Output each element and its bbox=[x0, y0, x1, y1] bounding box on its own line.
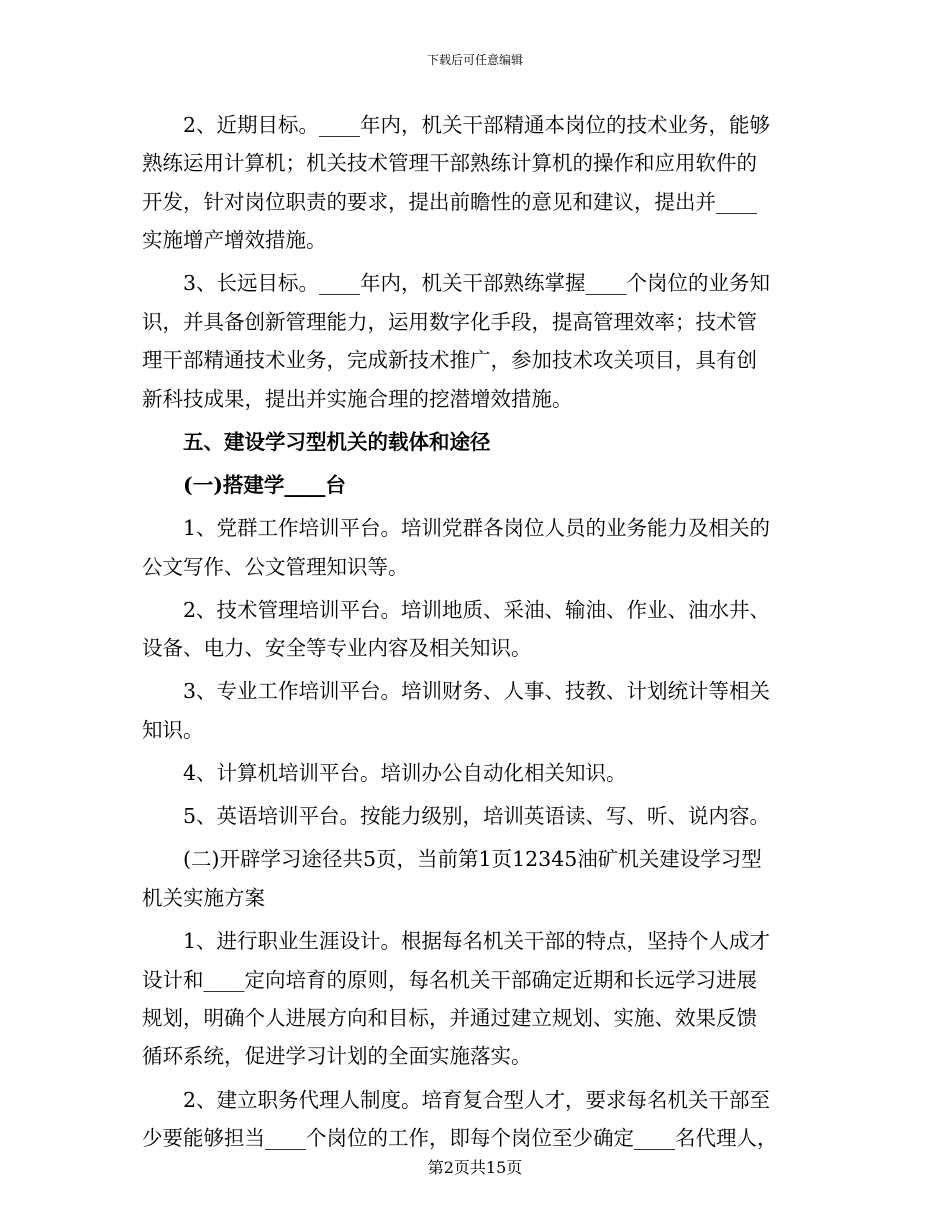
paragraph-computer-training bbox=[142, 754, 814, 792]
text-line: 1、党群工作培训平台。培训党群各岗位人员的业务能力及相关的 bbox=[183, 516, 771, 541]
paragraph-deputy-system bbox=[142, 1081, 814, 1158]
text-line: 2、近期目标。____年内，机关干部精通本岗位的技术业务，能够 bbox=[183, 113, 771, 137]
paragraph-near-term-goal bbox=[142, 106, 814, 260]
text-line: 循环系统，促进学习计划的全面实施落实。 bbox=[142, 1044, 532, 1069]
text-line: 设备、电力、安全等专业内容及相关知识。 bbox=[142, 636, 532, 661]
text-line: 1、进行职业生涯设计。根据每名机关干部的特点，坚持个人成才 bbox=[183, 929, 771, 954]
page-header: 下载后可任意编辑 bbox=[426, 53, 523, 67]
paragraph-long-term-goal bbox=[142, 264, 814, 418]
text-line: 新科技成果，提出并实施合理的挖潜增效措施。 bbox=[142, 386, 573, 411]
text-line: 4、计算机培训平台。培训办公自动化相关知识。 bbox=[183, 761, 627, 786]
text-line: (二)开辟学习途径共5页，当前第1页12345油矿机关建设学习型 bbox=[183, 847, 762, 872]
subsection-title: (一)搭建学____台 bbox=[183, 473, 346, 498]
text-line: 开发，针对岗位职责的要求，提出前瞻性的意见和建议，提出并____ bbox=[142, 189, 757, 214]
text-line: 机关实施方案 bbox=[142, 885, 265, 910]
text-line: 识，并具备创新管理能力，运用数字化手段，提高管理效率；技术管 bbox=[142, 309, 757, 334]
section-title: 五、建设学习型机关的载体和途径 bbox=[183, 429, 491, 454]
paragraph-professional-training bbox=[142, 672, 814, 749]
text-line: 3、专业工作培训平台。培训财务、人事、技教、计划统计等相关 bbox=[183, 679, 771, 704]
text-line: 知识。 bbox=[142, 717, 204, 742]
text-line: 2、技术管理培训平台。培训地质、采油、输油、作业、油水井、 bbox=[183, 597, 771, 622]
text-line: 实施增产增效措施。 bbox=[142, 228, 327, 253]
page-footer: 第2页共15页 bbox=[427, 1158, 523, 1177]
text-line: 理干部精通技术业务，完成新技术推广，参加技术攻关项目，具有创 bbox=[142, 348, 757, 373]
text-line: 规划，明确个人进展方向和目标，并通过建立规划、实施、效果反馈 bbox=[142, 1005, 757, 1030]
text-line: 少要能够担当____个岗位的工作，即每个岗位至少确定____名代理人， bbox=[142, 1125, 778, 1150]
paragraph-english-training bbox=[142, 797, 814, 835]
text-line: 公文写作、公文管理知识等。 bbox=[142, 554, 409, 579]
paragraph-tech-training bbox=[142, 591, 814, 668]
text-line: 2、建立职务代理人制度。培育复合型人才，要求每名机关干部至 bbox=[183, 1087, 771, 1112]
text-line: 熟练运用计算机；机关技术管理干部熟练计算机的操作和应用软件的 bbox=[142, 151, 757, 176]
paragraph-party-training bbox=[142, 509, 814, 586]
subsection-heading-learning-paths bbox=[142, 840, 814, 917]
text-line: 设计和____定向培育的原则，每名机关干部确定近期和长远学习进展 bbox=[142, 967, 757, 992]
subsection-heading-platform bbox=[142, 466, 814, 504]
text-line: 5、英语培训平台。按能力级别，培训英语读、写、听、说内容。 bbox=[183, 804, 771, 829]
document-body bbox=[142, 106, 814, 1162]
text-line: 3、长远目标。____年内，机关干部熟练掌握____个岗位的业务知 bbox=[183, 271, 771, 296]
section-heading bbox=[142, 423, 814, 461]
paragraph-career-design bbox=[142, 922, 814, 1076]
